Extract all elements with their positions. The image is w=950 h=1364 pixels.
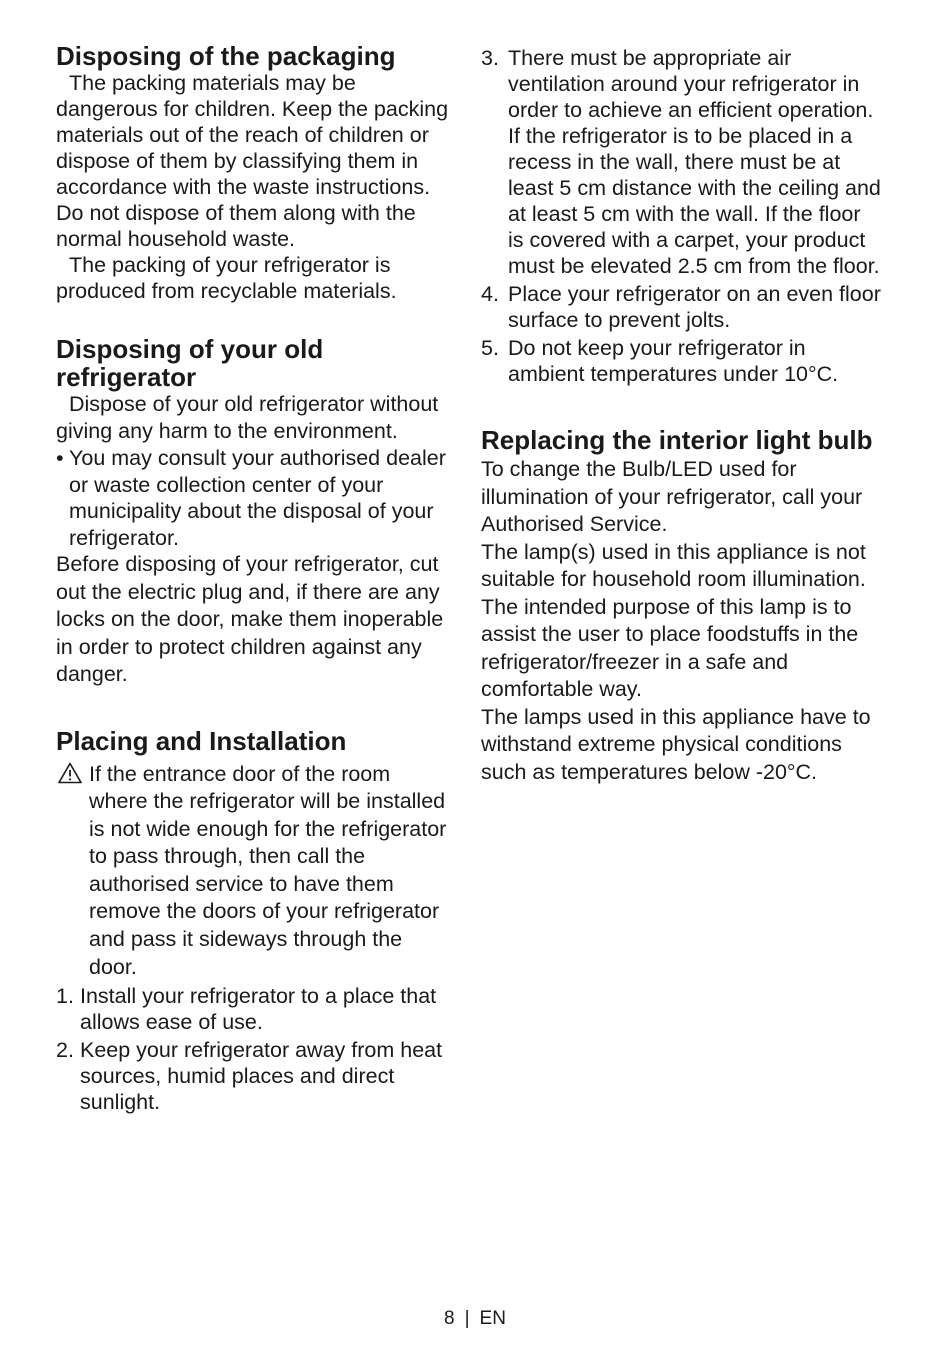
- right-column: [481, 45, 881, 786]
- old-fridge-heading: Disposing of your old refrigerator: [56, 334, 324, 392]
- bulb-paragraph-2: The lamp(s) used in this appliance is not suitable for household room illumination. The intended purpose of this lamp is to assist the user to place foodstuffs in the refrigerator/freezer in a safe and comfortable way.: [481, 539, 866, 701]
- step-5: [481, 335, 881, 387]
- page-number: 8: [444, 1308, 455, 1329]
- bulb-section: [481, 424, 881, 786]
- step-number: 2.: [56, 1038, 74, 1063]
- bulb-heading: Replacing the interior light bulb: [481, 425, 873, 455]
- warning-triangle-icon: [58, 762, 82, 784]
- packaging-paragraph-2: The packing of your refrigerator is produced from recyclable materials.: [56, 253, 397, 303]
- step-2: [56, 1037, 452, 1115]
- bulb-paragraph-3: The lamps used in this appliance have to withstand extreme physical conditions such as temperatures below -20°C.: [481, 704, 871, 784]
- step-text: Install your refrigerator to a place that allows ease of use.: [80, 984, 437, 1035]
- placing-heading: Placing and Installation: [56, 725, 347, 756]
- step-3: [481, 45, 881, 279]
- left-column: [56, 42, 452, 1115]
- step-text: Keep your refrigerator away from heat sources, humid places and direct sunlight.: [80, 1038, 443, 1115]
- bulb-paragraph-1: To change the Bulb/LED used for illumination of your refrigerator, call your Authorised Service.: [481, 457, 863, 536]
- old-fridge-bullet-text: You may consult your authorised dealer or waste collection center of your municipality about the disposal of your refrigerator.: [69, 446, 446, 550]
- placing-steps: [56, 983, 452, 1115]
- old-fridge-paragraph-1: Dispose of your old refrigerator without giving any harm to the environment.: [56, 392, 439, 443]
- step-number: 5.: [481, 336, 499, 360]
- step-4: [481, 281, 881, 333]
- placing-section: [56, 727, 452, 1116]
- bullet-dot: •: [56, 446, 64, 470]
- step-text: Do not keep your refrigerator in ambient temperatures under 10°C.: [508, 336, 839, 386]
- placing-steps-continued: [481, 45, 881, 387]
- step-1: [56, 983, 452, 1035]
- old-fridge-section: [56, 335, 452, 689]
- language-code: EN: [479, 1308, 506, 1329]
- page-footer: [0, 1307, 950, 1331]
- placing-warning: [56, 761, 452, 982]
- packaging-paragraph-1: The packing materials may be dangerous for children. Keep the packing materials out of the reach of children or dispose of them by classifying them in accordance with the waste instructions. Do not dispose of them along with the normal household waste.: [56, 71, 449, 251]
- packaging-heading: Disposing of the packaging: [56, 41, 396, 71]
- step-text: Place your refrigerator on an even floor surface to prevent jolts.: [508, 282, 881, 332]
- step-number: 3.: [481, 46, 499, 70]
- old-fridge-bullet: [56, 445, 452, 551]
- footer-separator: |: [464, 1308, 470, 1329]
- step-number: 1.: [56, 984, 74, 1009]
- step-text: There must be appropriate air ventilation around your refrigerator in order to achieve an efficient operation. If the refrigerator is to be placed in a recess in the wall, there must be at least 5 cm distance with the ceiling and at least 5 cm with the wall. If the floor is covered with a carpet, your product must be elevated 2.5 cm from the floor.: [508, 46, 881, 278]
- step-number: 4.: [481, 282, 499, 306]
- placing-warning-text: If the entrance door of the room where the refrigerator will be installed is not wide enough for the refrigerator to pass through, then call the authorised service to have them remove the doors of your refrigerator and pass it sideways through the door.: [89, 761, 447, 979]
- old-fridge-paragraph-2: Before disposing of your refrigerator, cut out the electric plug and, if there are any locks on the door, make them inoperable in order to protect children against any danger.: [56, 552, 444, 686]
- packaging-section: [56, 42, 452, 304]
